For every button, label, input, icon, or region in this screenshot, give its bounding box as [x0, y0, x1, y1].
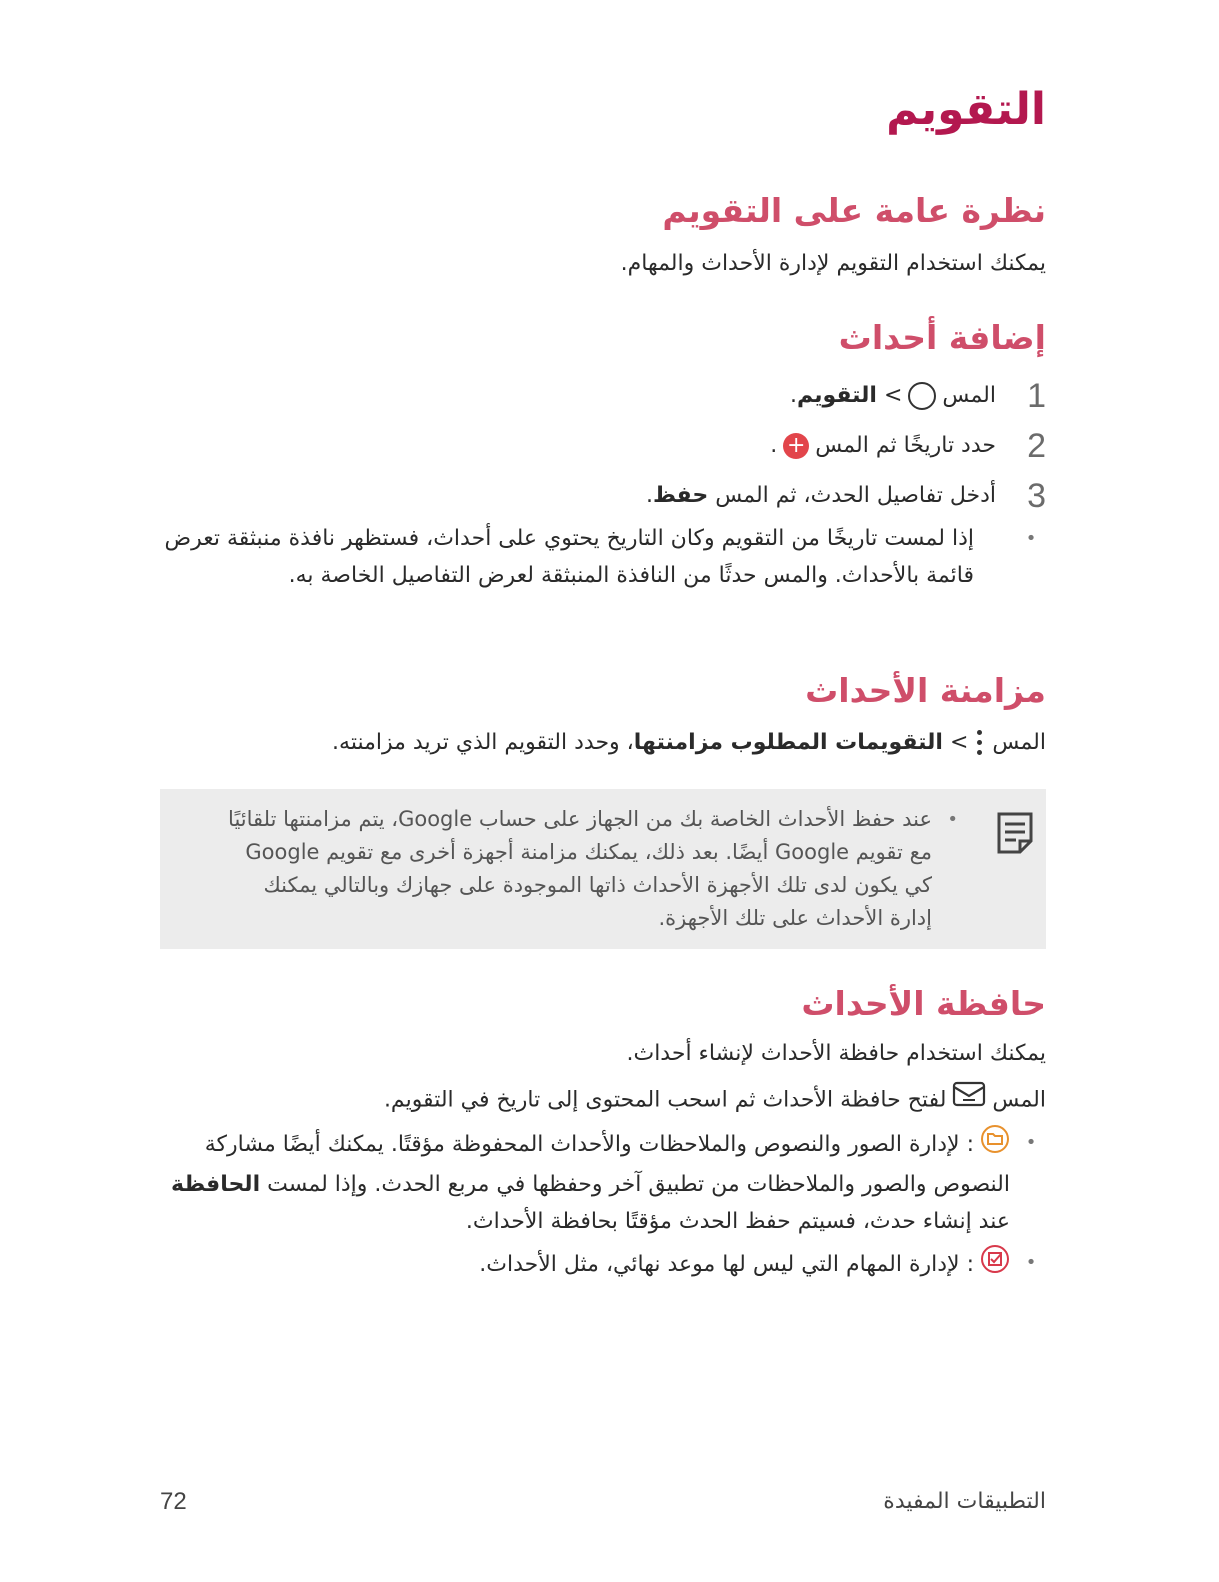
- pocket-bullet-1: [160, 1124, 1046, 1240]
- folder-icon: [980, 1124, 1010, 1166]
- step-3-number: 3: [1027, 477, 1046, 515]
- footer-page-number: 72: [160, 1488, 187, 1515]
- pocket-bullet-1-bold: الحافظة: [171, 1172, 261, 1197]
- pocket-body-2-post: لفتح حافظة الأحداث ثم اسحب المحتوى إلى تاريخ في التقويم.: [383, 1087, 947, 1113]
- sync-pre: المس: [992, 730, 1046, 755]
- bullet-dot: •: [1025, 1252, 1037, 1273]
- step-2-number: 2: [1027, 427, 1046, 465]
- note-icon: [996, 811, 1034, 859]
- home-circle-icon: [908, 382, 936, 410]
- sync-bold: التقويمات المطلوب مزامنتها: [633, 730, 943, 755]
- step-2: [770, 424, 1046, 468]
- sync-note-box: [160, 789, 1046, 949]
- step-2-post: .: [770, 433, 778, 458]
- step-1: [790, 374, 1046, 418]
- step-3-post: .: [645, 483, 653, 508]
- add-events-heading: إضافة أحداث: [838, 318, 1046, 357]
- step-1-pre: المس: [942, 383, 996, 408]
- overview-body: يمكنك استخدام التقويم لإدارة الأحداث والمهام.: [620, 251, 1046, 276]
- sync-heading: مزامنة الأحداث: [805, 671, 1046, 710]
- pocket-body-2: [384, 1081, 1046, 1120]
- event-pocket-icon: [952, 1081, 986, 1120]
- pocket-heading: حافظة الأحداث: [801, 984, 1046, 1023]
- step-1-number: 1: [1027, 377, 1046, 415]
- step-1-bold: التقويم: [797, 383, 877, 408]
- footer-section: التطبيقات المفيدة: [883, 1489, 1046, 1514]
- pocket-bullet-1-pre: : لإدارة الصور والنصوص والملاحظات والأحداث المحفوظة مؤقتًا. يمكنك أيضًا مشاركة النصوص والصور والملاحظات من تطبيق آخر وحفظها في مربع الحدث. وإذا لمست: [204, 1132, 1010, 1197]
- sync-arrow: >: [949, 730, 969, 755]
- pocket-body-1: يمكنك استخدام حافظة الأحداث لإنشاء أحداث.: [626, 1041, 1046, 1066]
- note-bullet-dot: •: [947, 809, 958, 830]
- add-events-bullet-text: إذا لمست تاريخًا من التقويم وكان التاريخ يحتوي على أحداث، فستظهر نافذة منبثقة تعرض قائمة بالأحداث. والمس حدثًا من النافذة المنبثقة لعرض التفاصيل الخاصة به.: [164, 526, 974, 588]
- bullet-dot: •: [1025, 528, 1037, 549]
- pocket-bullet-2-text: [160, 1244, 1010, 1286]
- pocket-bullet-2-body: : لإدارة المهام التي ليس لها موعد نهائي، مثل الأحداث.: [479, 1252, 974, 1277]
- sync-post: ، وحدد التقويم الذي تريد مزامنته.: [332, 730, 634, 755]
- step-3-pre: أدخل تفاصيل الحدث، ثم المس: [715, 483, 996, 508]
- pocket-bullet-2: [160, 1244, 1046, 1286]
- step-3: [646, 474, 1046, 518]
- step-1-post: .: [790, 383, 798, 408]
- sync-note-text: عند حفظ الأحداث الخاصة بك من الجهاز على حساب Google، يتم مزامنتها تلقائيًا مع تقويم Google أيضًا. بعد ذلك، يمكنك مزامنة أجهزة أخرى مع تقويم Google كي يكون لدى تلك الأجهزة الأحداث ذاتها الموجودة على جهازك وبالتالي يمكنك إدارة الأحداث على تلك الأجهزة.: [228, 807, 932, 930]
- overview-heading: نظرة عامة على التقويم: [662, 191, 1046, 230]
- task-check-icon: [980, 1244, 1010, 1286]
- add-events-bullet: [160, 520, 1046, 594]
- page-title: التقويم: [886, 84, 1046, 135]
- add-plus-icon: +: [783, 433, 809, 459]
- more-options-icon: [976, 728, 984, 758]
- step-1-arrow: >: [883, 383, 903, 408]
- bullet-dot: •: [1025, 1132, 1037, 1153]
- pocket-bullet-1-post: عند إنشاء حدث، فسيتم حفظ الحدث مؤقتًا بحافظة الأحداث.: [465, 1209, 1010, 1234]
- pocket-body-2-pre: المس: [992, 1087, 1046, 1113]
- pocket-bullet-1-text: [160, 1124, 1010, 1240]
- sync-instruction: [332, 724, 1046, 762]
- step-3-bold: حفظ: [652, 483, 709, 508]
- step-2-pre: حدد تاريخًا ثم المس: [815, 433, 996, 458]
